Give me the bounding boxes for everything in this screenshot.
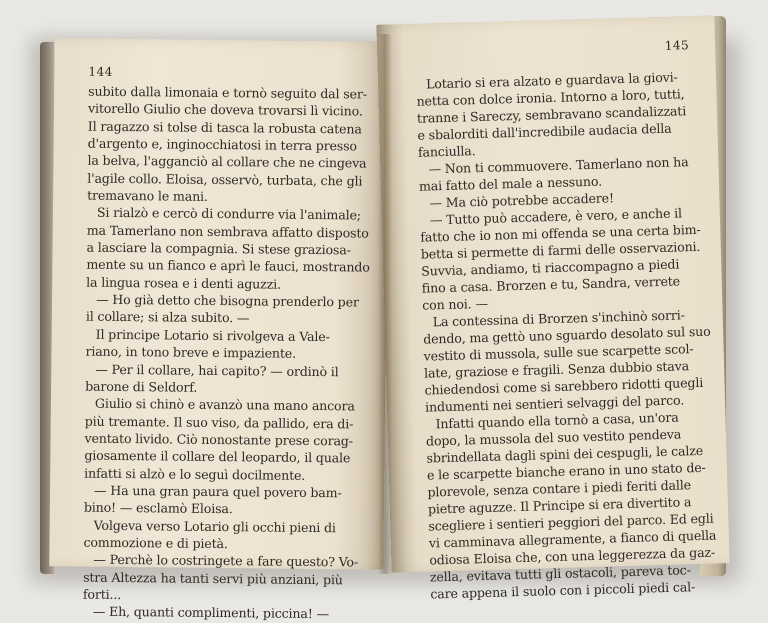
text-line: commozione e di pietà. <box>83 534 228 552</box>
right-page-text <box>416 68 721 603</box>
text-line: l'agile collo. Eloisa, osservò, turbata, che gli <box>87 170 363 189</box>
text-line: più tremante. Il suo viso, da pallido, era di- <box>84 413 354 431</box>
text-line: Lotario si era alzato e guardava la giovi- <box>425 69 678 92</box>
text-line: vi camminava allegramente, a fianco di quella <box>428 527 717 551</box>
text-line: e le scarpette bianche erano in uno stato de- <box>426 459 706 483</box>
text-line: mente su un fianco e aprì le fauci, mostrando <box>86 257 370 276</box>
text-line: plorevole, senza contare i piedi feriti dalle <box>427 477 692 500</box>
text-line: scegliere i sentieri peggiori del parco. Ed egli <box>428 510 714 534</box>
right-page-number: 145 <box>664 38 690 53</box>
text-line: ma Tamerlano non sembrava affatto disposto <box>86 222 369 241</box>
text-line: stra Altezza ha tanti servi più anziani, più <box>83 569 343 587</box>
text-line: riano, in tono breve e impaziente. <box>85 343 297 361</box>
text-line: barone di Seldorf. <box>85 378 198 395</box>
text-line: a lasciare la compagnia. Si stese graziosa- <box>86 239 351 258</box>
text-line: dendo, ma gettò uno sguardo desolato sul suo <box>423 323 711 347</box>
text-line: pietre aguzze. Il Principe si era divertito a <box>427 494 692 517</box>
text-line: chiedendosi come si sarebbero ridotti quegli <box>424 374 704 398</box>
right-page <box>376 15 729 602</box>
text-line: care appena il suolo con i piccoli piedi cal- <box>430 579 696 602</box>
text-line: — Eh, quanti complimenti, piccina! — <box>92 604 330 622</box>
text-line: Suvvia, andiamo, ti riaccompagno a piedi <box>421 256 680 279</box>
text-line: fanciulla. <box>417 143 476 160</box>
text-line: — Per il collare, hai capito? — ordinò il <box>95 361 339 379</box>
text-line: sbrindellata dagli spini dei cespugli, le calze <box>426 442 704 466</box>
text-line: e sbalorditi dall'incredibile audacia della <box>417 120 672 143</box>
text-line: — Ma ciò potrebbe accadere! <box>429 190 615 211</box>
text-line: mai fatto del male a nessuno. <box>418 173 603 194</box>
text-line: zella, evitava tutti gli ostacoli, pareva toc- <box>429 562 691 585</box>
text-line: Giulio si chinò e avanzò una mano ancora <box>94 395 355 414</box>
text-line: La contessina di Brorzen s'inchinò sorri- <box>432 307 685 330</box>
text-line: — Ho già detto che bisogna prenderlo per <box>95 291 359 310</box>
text-line: — Tutto può accadere, è vero, e anche il <box>429 205 683 228</box>
text-line: vestito di mussola, sulle sue scarpette scol- <box>423 341 694 364</box>
book-gutter <box>378 34 392 574</box>
text-line: — Perchè lo costringete a fare questo? Vo- <box>93 551 359 570</box>
text-line: infatti si alzò e lo seguì docilmente. <box>84 465 306 483</box>
text-line: tremavano le mani. <box>87 187 208 204</box>
text-line: fino a casa. Brorzen e tu, Sandra, verrete <box>421 273 681 296</box>
text-line: fatto che io non mi offenda se una certa bim- <box>420 221 701 245</box>
text-line: late, graziose e fragili. Senza dubbio stava <box>423 358 690 381</box>
text-line: dopo, la mussola del suo vestito pendeva <box>425 426 682 449</box>
text-line: la lingua rosea e i denti aguzzi. <box>86 274 281 292</box>
text-line: netta con dolce ironia. Intorno a loro, tutti, <box>416 86 685 109</box>
text-line: Il principe Lotario si rivolgeva a Vale- <box>95 326 330 344</box>
text-line: Il ragazzo si tolse di tasca la robusta catena <box>87 118 362 137</box>
left-page-text <box>83 83 381 623</box>
text-line: Si rialzò e cercò di condurre via l'animale; <box>96 205 361 223</box>
text-line: giosamente il collare del leopardo, il quale <box>84 447 351 466</box>
left-page <box>49 38 389 622</box>
text-line: Infatti quando ella tornò a casa, un'ora <box>435 409 679 432</box>
text-line: la belva, l'agganciò al collare che ne cingeva <box>87 152 367 171</box>
text-line: ventato livido. Ciò nonostante prese corag- <box>84 430 353 449</box>
text-line: bino! — esclamò Eloisa. <box>83 499 233 517</box>
text-line: vitorello Giulio che doveva trovarsi lì vicino. <box>87 100 363 119</box>
text-line: — Ha una gran paura quel povero bam- <box>93 482 342 501</box>
text-line: subito dalla limonaia e tornò seguito dal ser- <box>88 83 367 102</box>
text-line: odiosa Eloisa che, con una leggerezza da gaz- <box>429 544 716 568</box>
text-line: — Non ti commuovere. Tamerlano non ha <box>428 154 689 177</box>
text-line: d'argento e, inginocchiatosi in terra presso <box>87 135 357 154</box>
text-line: betta si permette di farmi delle osservazioni. <box>420 238 701 262</box>
text-line: indumenti nei sentieri selvaggi del parco. <box>424 392 685 415</box>
text-line: forti... <box>82 586 122 602</box>
text-line: Volgeva verso Lotario gli occhi pieni di <box>93 517 336 535</box>
text-line: il collare; si alza subito. — <box>85 309 250 326</box>
left-page-number: 144 <box>88 64 113 79</box>
text-line: con noi. — <box>422 295 489 313</box>
text-line: tranne i Sareczy, sembravano scandalizzati <box>416 103 687 126</box>
